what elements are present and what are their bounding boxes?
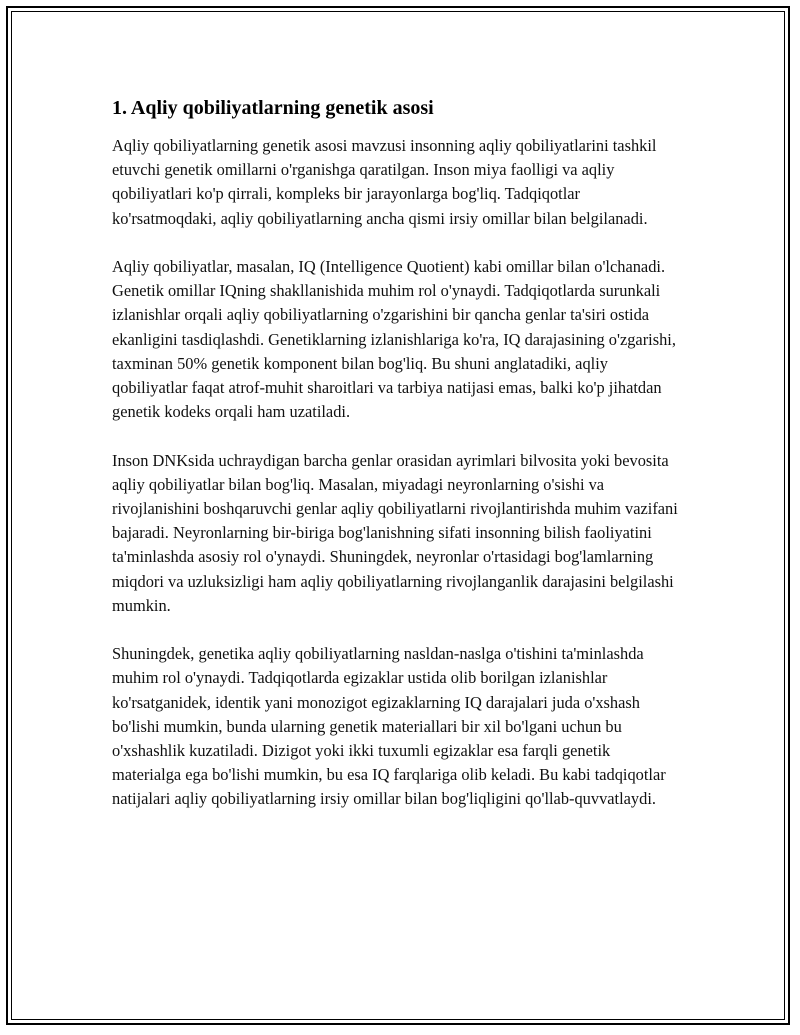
paragraph-4: Shuningdek, genetika aqliy qobiliyatlarning nasldan-naslga o'tishini ta'minlashda muhim rol o'ynaydi. Tadqiqotlarda egizaklar ustida olib borilgan izlanishlar ko'rsatganidek, identik yani monozigot egizaklarning IQ darajalari juda o'xshash bo'lishi mumkin, bunda ularning genetik materiallari bir xil bo'lgani uchun bu o'xshashlik kuzatiladi. Dizigot yoki ikki tuxumli egizaklar esa farqli genetik materialga ega bo'lishi mumkin, bu esa IQ farqlariga olib keladi. Bu kabi tadqiqotlar natijalari aqliy qobiliyatlarning irsiy omillar bilan bog'liqligini qo'llab-quvvatlaydi. <box>112 644 666 809</box>
paragraph-3: Inson DNKsida uchraydigan barcha genlar orasidan ayrimlari bilvosita yoki bevosita aqliy qobiliyatlar bilan bog'liq. Masalan, miyadagi neyronlarning o'sishi va rivojlanishini boshqaruvchi genlar aqliy qobiliyatlarni rivojlantirishda muhim vazifani bajaradi. Neyronlarning bir-biriga bog'lanishning sifati insonning bilish faoliyatini ta'minlashda asosiy rol o'ynaydi. Shuningdek, neyronlar o'rtasidagi bog'lamlarning miqdori va uzluksizligi ham aqliy qobiliyatlarning rivojlanganlik darajasini belgilashi mumkin. <box>112 450 678 615</box>
paragraph-2: Aqliy qobiliyatlar, masalan, IQ (Intelligence Quotient) kabi omillar bilan o'lchanadi. Genetik omillar IQning shakllanishida muhim rol o'ynaydi. Tadqiqotlarda surunkali izlanishlar orqali aqliy qobiliyatlarning o'zgarishini bir qancha genlar ta'siri ostida ekanligini tasdiqlashdi. Genetiklarning izlanishlariga ko'ra, IQ darajasining o'zgarishi, taxminan 50% genetik komponent bilan bog'liq. Bu shuni anglatadiki, aqliy qobiliyatlar faqat atrof-muhit sharoitlari va tarbiya natijasi emas, balki ko'p jihatdan genetik kodeks orqali ham uzatiladi. <box>112 257 676 422</box>
section-heading: 1. Aqliy qobiliyatlarning genetik asosi <box>112 97 434 119</box>
document-body <box>112 96 682 836</box>
paragraph-1: Aqliy qobiliyatlarning genetik asosi mavzusi insonning aqliy qobiliyatlarini tashkil etuvchi genetik omillarni o'rganishga qaratilgan. Inson miya faolligi va aqliy qobiliyatlari ko'p qirrali, kompleks bir jarayonlarga bog'liq. Tadqiqotlar ko'rsatmoqdaki, aqliy qobiliyatlarning ancha qismi irsiy omillar bilan belgilanadi. <box>112 136 657 228</box>
